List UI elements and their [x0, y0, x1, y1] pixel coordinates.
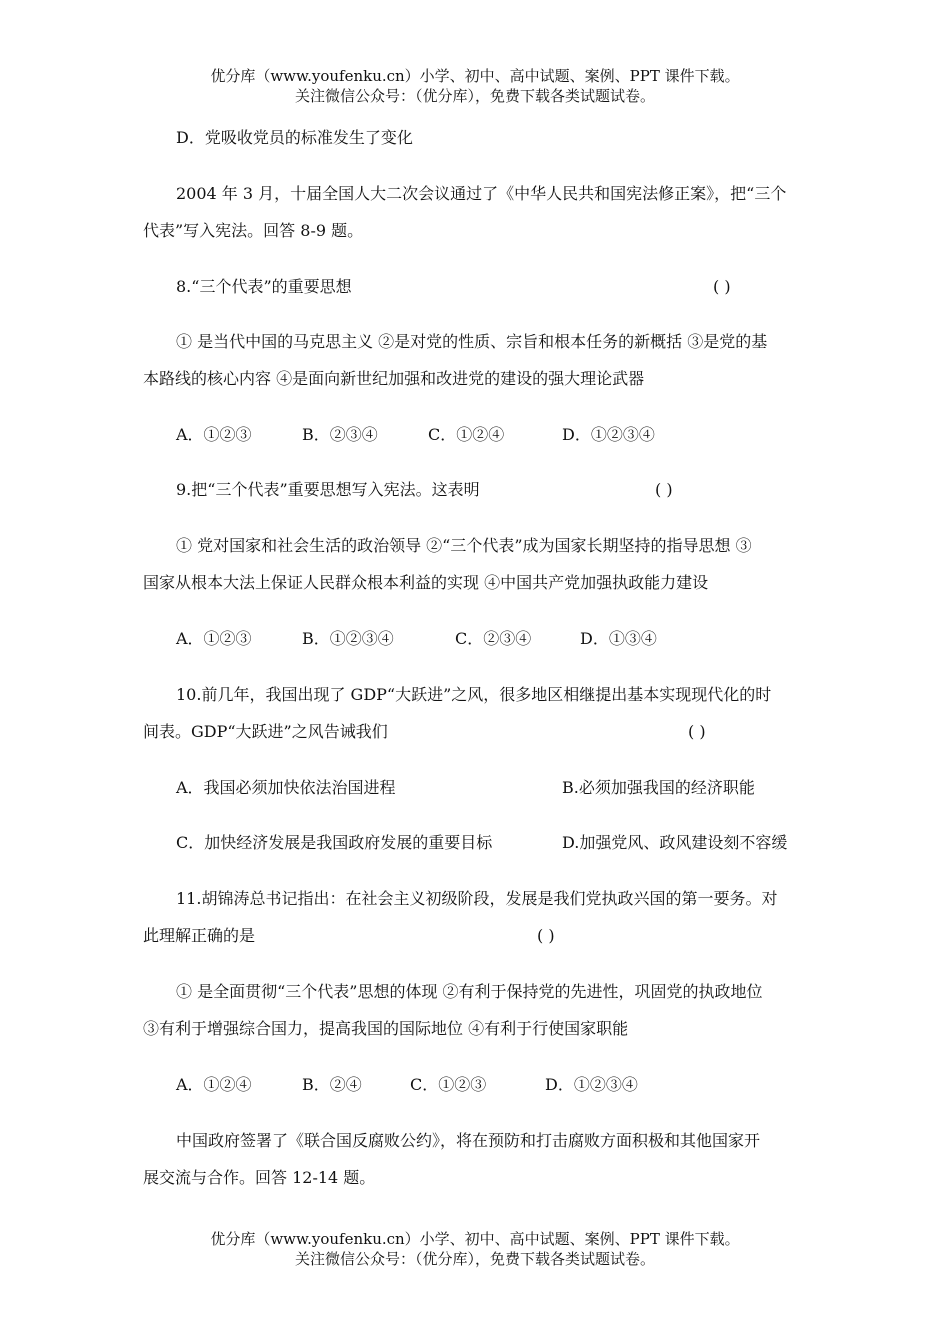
question-11-stem-line-1: 11.胡锦涛总书记指出：在社会主义初级阶段，发展是我们党执政兴国的第一要务。对	[176, 889, 778, 908]
page-footer	[0, 1229, 950, 1269]
question-8-option-c: C．①②④	[428, 425, 505, 444]
question-9-stem: 9.把“三个代表”重要思想写入宪法。这表明	[176, 480, 480, 499]
question-10-option-c: C．加快经济发展是我国政府发展的重要目标	[176, 833, 493, 852]
question-10-option-d: D.加强党风、政风建设刻不容缓	[562, 833, 788, 852]
question-11-body-line-2: ③有利于增强综合国力，提高我国的国际地位 ④有利于行使国家职能	[143, 1019, 629, 1038]
question-11-stem-line-2: 此理解正确的是	[143, 926, 256, 945]
header-line-2: 关注微信公众号：（优分库），免费下载各类试题试卷。	[294, 87, 655, 105]
intro-12-14-line-2: 展交流与合作。回答 12-14 题。	[143, 1168, 376, 1187]
question-10-answer-blank: ( )	[688, 722, 706, 741]
footer-line-1: 优分库（www.youfenku.cn）小学、初中、高中试题、案例、PPT 课件下载。	[210, 1230, 740, 1248]
question-8-body-line-2: 本路线的核心内容 ④是面向新世纪加强和改进党的建设的强大理论武器	[143, 369, 645, 388]
question-9-option-c: C．②③④	[455, 629, 532, 648]
question-9-option-d: D．①③④	[580, 629, 657, 648]
question-8-option-d: D．①②③④	[562, 425, 655, 444]
question-11-option-c: C．①②③	[410, 1075, 487, 1094]
question-10-stem-line-2: 间表。GDP“大跃进”之风告诫我们	[143, 722, 388, 741]
question-10-stem-line-1: 10.前几年，我国出现了 GDP“大跃进”之风，很多地区相继提出基本实现现代化的时	[176, 685, 772, 704]
question-9-answer-blank: ( )	[655, 480, 673, 499]
question-8-stem: 8.“三个代表”的重要思想	[176, 277, 352, 296]
question-11-option-b: B．②④	[302, 1075, 362, 1094]
question-8-answer-blank: ( )	[713, 277, 731, 296]
question-9-body-line-2: 国家从根本大法上保证人民群众根本利益的实现 ④中国共产党加强执政能力建设	[143, 573, 709, 592]
question-8-option-a: A．①②③	[176, 425, 252, 444]
intro-8-9-line-2: 代表”写入宪法。回答 8-9 题。	[143, 221, 364, 240]
question-9-option-a: A．①②③	[176, 629, 252, 648]
header-line-1: 优分库（www.youfenku.cn）小学、初中、高中试题、案例、PPT 课件下载。	[210, 67, 740, 85]
question-11-body-line-1: ① 是全面贯彻“三个代表”思想的体现 ②有利于保持党的先进性，巩固党的执政地位	[176, 982, 763, 1001]
question-11-option-a: A．①②④	[176, 1075, 252, 1094]
page-header	[0, 66, 950, 106]
option-d-previous: D．党吸收党员的标准发生了变化	[176, 128, 413, 147]
question-8-body-line-1: ① 是当代中国的马克思主义 ②是对党的性质、宗旨和根本任务的新概括 ③是党的基	[176, 332, 768, 351]
question-9-body-line-1: ① 党对国家和社会生活的政治领导 ②“三个代表”成为国家长期坚持的指导思想 ③	[176, 536, 752, 555]
question-10-option-b: B.必须加强我国的经济职能	[562, 778, 755, 797]
intro-12-14-line-1: 中国政府签署了《联合国反腐败公约》，将在预防和打击腐败方面积极和其他国家开	[176, 1131, 761, 1150]
intro-8-9-line-1: 2004 年 3 月，十届全国人大二次会议通过了《中华人民共和国宪法修正案》，把“三个	[176, 184, 787, 203]
question-10-option-a: A．我国必须加快依法治国进程	[176, 778, 396, 797]
question-11-answer-blank: ( )	[537, 926, 555, 945]
footer-line-2: 关注微信公众号：（优分库），免费下载各类试题试卷。	[294, 1250, 655, 1268]
question-9-option-b: B．①②③④	[302, 629, 394, 648]
question-11-option-d: D．①②③④	[545, 1075, 638, 1094]
question-8-option-b: B．②③④	[302, 425, 378, 444]
